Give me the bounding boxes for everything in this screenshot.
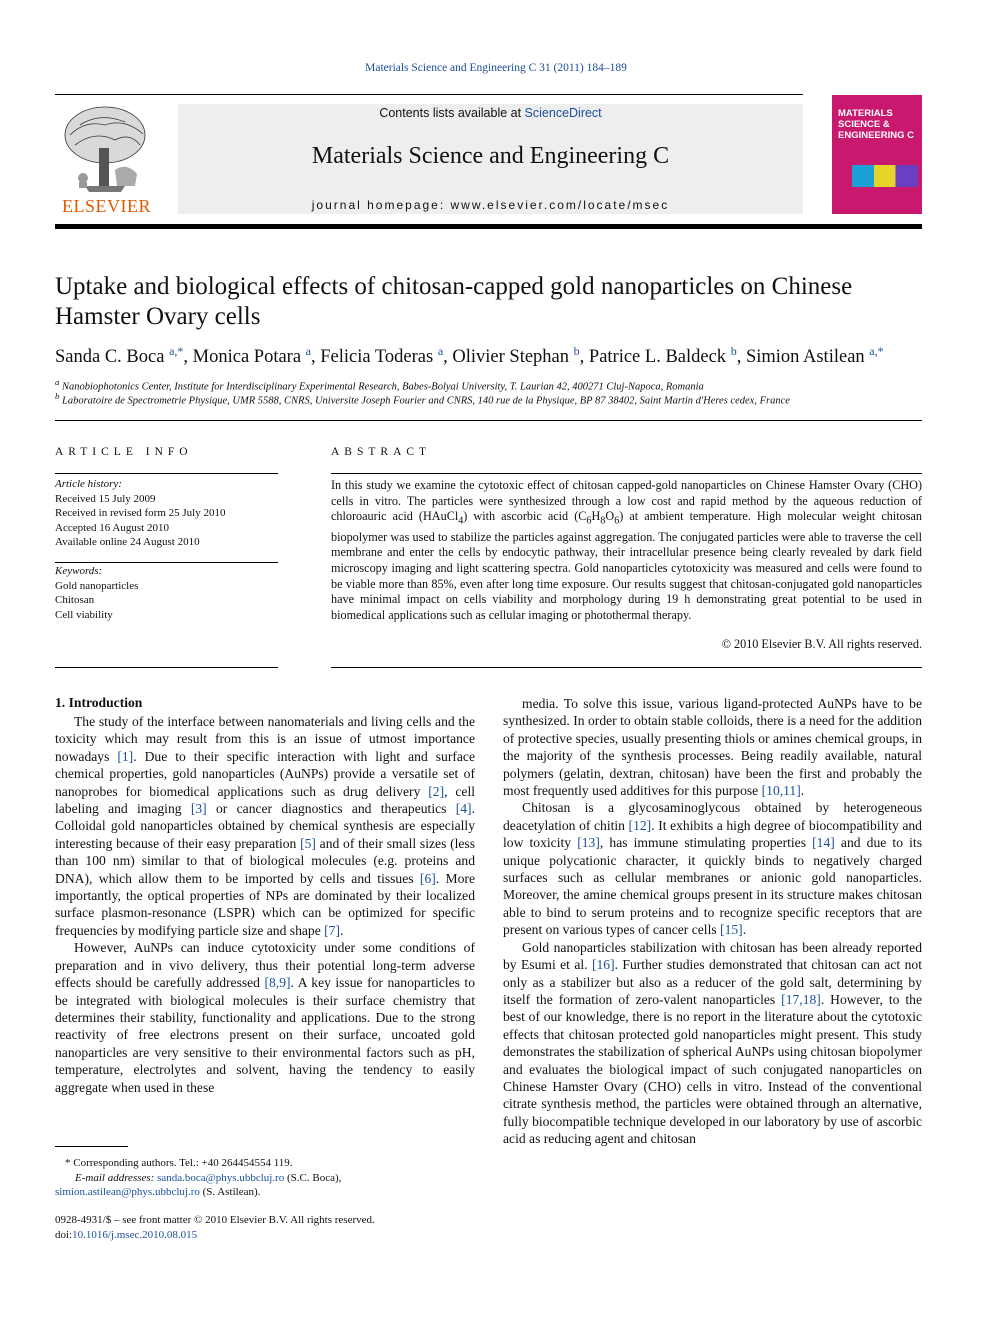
section-heading: 1. Introduction <box>55 695 143 710</box>
author-affiliation-mark[interactable]: b <box>573 344 580 358</box>
body-text: Gold nanoparticles stabilization with chitosan has been already reported by Esumi et al. <box>503 939 922 973</box>
body-text: The study of the interface between nanomaterials and living cells and the toxicity which may result from this is an issue of utmost importance nowadays <box>55 714 475 764</box>
doi-link[interactable]: 10.1016/j.msec.2010.08.015 <box>72 1228 198 1241</box>
citation-link[interactable]: [4] <box>455 801 472 817</box>
author-name[interactable]: Patrice L. Baldeck <box>588 347 727 368</box>
author-affiliation-mark[interactable]: a,* <box>869 344 884 358</box>
front-matter-info <box>55 1213 475 1242</box>
citation-link[interactable]: [17,18] <box>781 991 821 1007</box>
article-info-heading: ARTICLE INFO <box>55 446 193 458</box>
body-text: . <box>340 922 344 938</box>
citation-link[interactable]: [14] <box>812 835 835 851</box>
footnote-rule <box>55 1146 128 1147</box>
keyword-item: Chitosan <box>55 594 95 606</box>
formula-subscript: 4 <box>458 515 464 527</box>
body-text: and of their small sizes (less than 100 nm) similar to that of biological molecules (e.g. proteins and DNA), which allow them to be imported by cells and tissues <box>55 835 476 886</box>
body-text: . <box>800 783 805 799</box>
author-name[interactable]: Monica Potara <box>192 347 302 368</box>
contents-availability <box>178 106 803 120</box>
citation-link[interactable]: [1] <box>117 748 134 764</box>
email-link[interactable]: simion.astilean@phys.ubbcluj.ro <box>55 1186 200 1198</box>
abstract-copyright: © 2010 Elsevier B.V. All rights reserved. <box>721 637 922 651</box>
author-affiliation-mark[interactable]: a <box>305 344 311 358</box>
author-affiliation-mark[interactable]: a,* <box>169 344 184 358</box>
publisher-wordmark: ELSEVIER <box>62 196 151 216</box>
issn-line: 0928-4931/$ – see front matter © 2010 Elsevier B.V. All rights reserved. <box>55 1214 375 1226</box>
email-link[interactable]: sanda.boca@phys.ubbcluj.ro <box>157 1171 285 1184</box>
contents-prefix: Contents lists available at <box>379 106 525 120</box>
body-text: or cancer diagnostics and therapeutics <box>206 801 456 817</box>
email-owner: (S.C. Boca), <box>284 1171 342 1184</box>
author-name[interactable]: Sanda C. Boca <box>55 347 165 368</box>
abstract-rule <box>331 473 922 474</box>
journal-homepage[interactable]: journal homepage: www.elsevier.com/locate/msec <box>311 198 670 212</box>
affiliation-mark: a <box>55 377 60 387</box>
history-item: Accepted 16 August 2010 <box>55 521 169 534</box>
article-info-rule <box>55 667 278 668</box>
footnote <box>55 1156 475 1200</box>
sciencedirect-link[interactable]: ScienceDirect <box>524 106 602 120</box>
body-text: . A key issue for nanoparticles to be integrated with biological molecules is their surface chemistry that determines their stability, functionality and applications. Due to the strong reactivity of free electrons present on their surface, uncoated gold nanoparticles are very sensitive to their environmental factors such as pH, temperature, electrolytes and solvent, having the tendency to easily aggregate when used in these <box>55 975 475 1095</box>
history-label: Article history: <box>55 478 122 490</box>
keyword-item: Gold nanoparticles <box>55 579 139 592</box>
author-name[interactable]: Olivier Stephan <box>452 347 570 368</box>
body-column-right <box>503 695 922 1148</box>
chemical-formula: HAuCl <box>423 509 459 524</box>
body-text: . Further studies demonstrated that chitosan can act not only as a stabilizer but also as a reducer of the gold salt, determining by itself the formation of zero-valent nanoparticles <box>503 957 922 1007</box>
keywords-label: Keywords: <box>55 565 103 577</box>
journal-reference[interactable]: Materials Science and Engineering C 31 (2011) 184–189 <box>365 62 627 74</box>
body-text: , has immune stimulating properties <box>599 835 813 851</box>
article-title: Uptake and biological effects of chitosan-capped gold nanoparticles on Chinese Hamster Ovary cells <box>55 273 853 330</box>
header-thick-rule <box>55 224 922 229</box>
body-column-left <box>55 713 475 1096</box>
header-top-rule <box>55 94 803 95</box>
affiliation-b <box>55 391 935 407</box>
doi-prefix: doi: <box>55 1228 73 1241</box>
body-text: . More importantly, the optical properties of NPs are dominated by their localized surface plasmon-resonance (LSPR) which can be optimized for specific frequencies by modifying particle size and shape <box>55 870 475 938</box>
affiliation-text: Laboratoire de Spectrometrie Physique, UMR 5588, CNRS, Universite Joseph Fourier and CNRS, 140 rue de la Physique, BP 87 38402, Saint Martin d'Heres cedex, France <box>62 395 790 407</box>
body-paragraph <box>503 939 922 1148</box>
body-text: However, AuNPs can induce cytotoxicity under some conditions of preparation and in vivo delivery, thus their potential long-term adverse effects should be carefully addressed <box>55 940 475 991</box>
citation-link[interactable]: [2] <box>428 783 445 799</box>
citation-link[interactable]: [6] <box>419 870 436 886</box>
body-text: . <box>742 922 747 938</box>
formula-subscript: 6 <box>614 515 620 527</box>
corresponding-author-note: Corresponding authors. Tel.: +40 264454554 119. <box>73 1157 293 1169</box>
body-paragraph <box>55 713 475 939</box>
keyword-item: Cell viability <box>55 608 113 621</box>
body-text: . It exhibits a high degree of biocompatibility and low toxicity <box>503 817 922 851</box>
citation-link[interactable]: [10,11] <box>761 783 801 799</box>
body-paragraph <box>55 939 475 1096</box>
author-list: Sanda C. Boca $^{a,*}$, Monica Potara $^a$, Felicia Toderas $^a$, Olivier Stephan $^b$, Patrice L. Baldeck $^b$, Simion Astilean $^{a,*}$ <box>55 344 884 368</box>
body-text: . Due to their specific interaction with light and surface chemical properties, gold nanoparticles (AuNPs) provide a versatile set of nanoprobes for biomedical applications such as drug delivery <box>55 748 475 799</box>
affiliation-rule <box>55 420 922 421</box>
citation-link[interactable]: [8,9] <box>264 975 291 991</box>
cover-title: MATERIALS SCIENCE & ENGINEERING C <box>838 108 915 141</box>
formula-subscript: 6 <box>586 515 592 527</box>
body-text: . However, to the best of our knowledge, there is no report in the literature about the cytotoxic effects that chitosan protected gold nanoparticles might present. This study demonstrates the stabilization of spherical AuNPs using chitosan biopolymer and evaluates the biological impact of such conjugated nanoparticles on Chinese Hamster Ovary (CHO) cells in vitro. Instead of the conventional citrate synthesis method, the particles were obtained through an alternative, fully biocompatible technique developed in our laboratory by use of ascorbic acid as reducing agent and chitosan <box>503 991 923 1147</box>
elsevier-logo <box>55 100 158 215</box>
article-info-rule <box>55 562 278 563</box>
footnote-star: * <box>65 1157 71 1169</box>
citation-link[interactable]: [16] <box>591 957 615 973</box>
citation-link[interactable]: [7] <box>324 922 340 938</box>
body-text: , cell labeling and imaging <box>55 783 475 817</box>
body-text: Chitosan is a glycosaminoglycous obtained by heterogeneous deacetylation of chitin <box>503 800 922 833</box>
body-text: and due to its unique polycationic character, it quickly binds to negatively charged surfaces such as cellular membranes or anionic gold nanoparticles. Moreover, the amine chemical groups present in its structure makes chitosan able to bind to serum proteins and to recognize specific receptors that are present on various types of cancer cells <box>503 835 922 938</box>
abstract-text-segment: ) with ascorbic acid ( <box>463 509 579 524</box>
author-name[interactable]: Felicia Toderas <box>320 347 434 368</box>
cover-thumbnails <box>852 165 918 187</box>
body-text: media. To solve this issue, various ligand-protected AuNPs have to be synthesized. In order to obtain stable colloids, there is a need for the addition of protective species, usually presenting thiols or amines chemical groups, in the majority of the synthesis processes. Being readily available, natural polymers (gelatin, dextran, chitosan) have been the first and probably the most frequently used additives for this purpose <box>503 696 922 799</box>
abstract-rule <box>331 667 922 668</box>
chemical-formula: H <box>591 509 601 524</box>
abstract-text-segment: In this study we examine the cytotoxic effect of chitosan capped-gold nanoparticles on Chinese Hamster Ovary (CHO) cells in vitro. The particles were synthesized through a low cost and rapid method by the aqueous reduction of chloroauric acid ( <box>331 478 922 524</box>
formula-subscript: 8 <box>600 515 606 527</box>
citation-link[interactable]: [12] <box>628 817 652 833</box>
email-owner: (S. Astilean). <box>199 1186 261 1198</box>
citation-link[interactable]: [3] <box>190 801 207 817</box>
abstract-text-segment: ) at ambient temperature. High molecular weight chitosan biopolymer was used to stabilize the particles against aggregation. The conjugated particles were able to traverse the cell membrane and enter the cells by endocytic pathway, their intracellular presence being clearly revealed by dark field microscopy imaging and light scattering spectra. Gold nanoparticles cytotoxicity was measured and cells were found to be viable more than 85%, even after long time exposure. Our results suggest that chitosan-conjugated gold nanoparticles have minimal impact on cells viability and morphology during 19 h demonstrating great potential to be used in biomedical applications such as cellular imaging or photothermal therapy. <box>331 509 922 623</box>
journal-cover-image <box>832 95 922 214</box>
body-paragraph <box>503 695 922 799</box>
affiliation-mark: b <box>55 391 60 401</box>
citation-link[interactable]: [13] <box>577 835 600 851</box>
citation-link[interactable]: [5] <box>300 835 316 851</box>
journal-title: Materials Science and Engineering C <box>311 143 670 169</box>
author-affiliation-mark[interactable]: b <box>730 344 737 358</box>
email-label: E-mail addresses: <box>75 1171 155 1184</box>
citation-link[interactable]: [15] <box>720 922 743 938</box>
affiliation-text: Nanobiophotonics Center, Institute for Interdisciplinary Experimental Research, Babes-Bolyai University, T. Laurian 42, 400271 Cluj-Napoca, Romania <box>62 381 704 393</box>
author-affiliation-mark[interactable]: a <box>437 344 444 358</box>
author-name[interactable]: Simion Astilean <box>745 347 865 368</box>
body-text: . Colloidal gold nanoparticles obtained by chemical synthesis are especially interesting because of their easy preparation <box>55 801 475 851</box>
abstract-heading: ABSTRACT <box>331 446 432 458</box>
chemical-formula: C <box>578 509 587 524</box>
abstract-body <box>331 478 922 624</box>
keywords <box>55 564 278 622</box>
article-info-rule <box>55 473 278 474</box>
history-item: Received 15 July 2009 <box>55 492 156 505</box>
history-item: Available online 24 August 2010 <box>55 536 200 548</box>
body-paragraph <box>503 799 922 938</box>
history-item: Received in revised form 25 July 2010 <box>55 507 226 519</box>
chemical-formula: O <box>605 509 615 524</box>
article-history <box>55 477 278 550</box>
